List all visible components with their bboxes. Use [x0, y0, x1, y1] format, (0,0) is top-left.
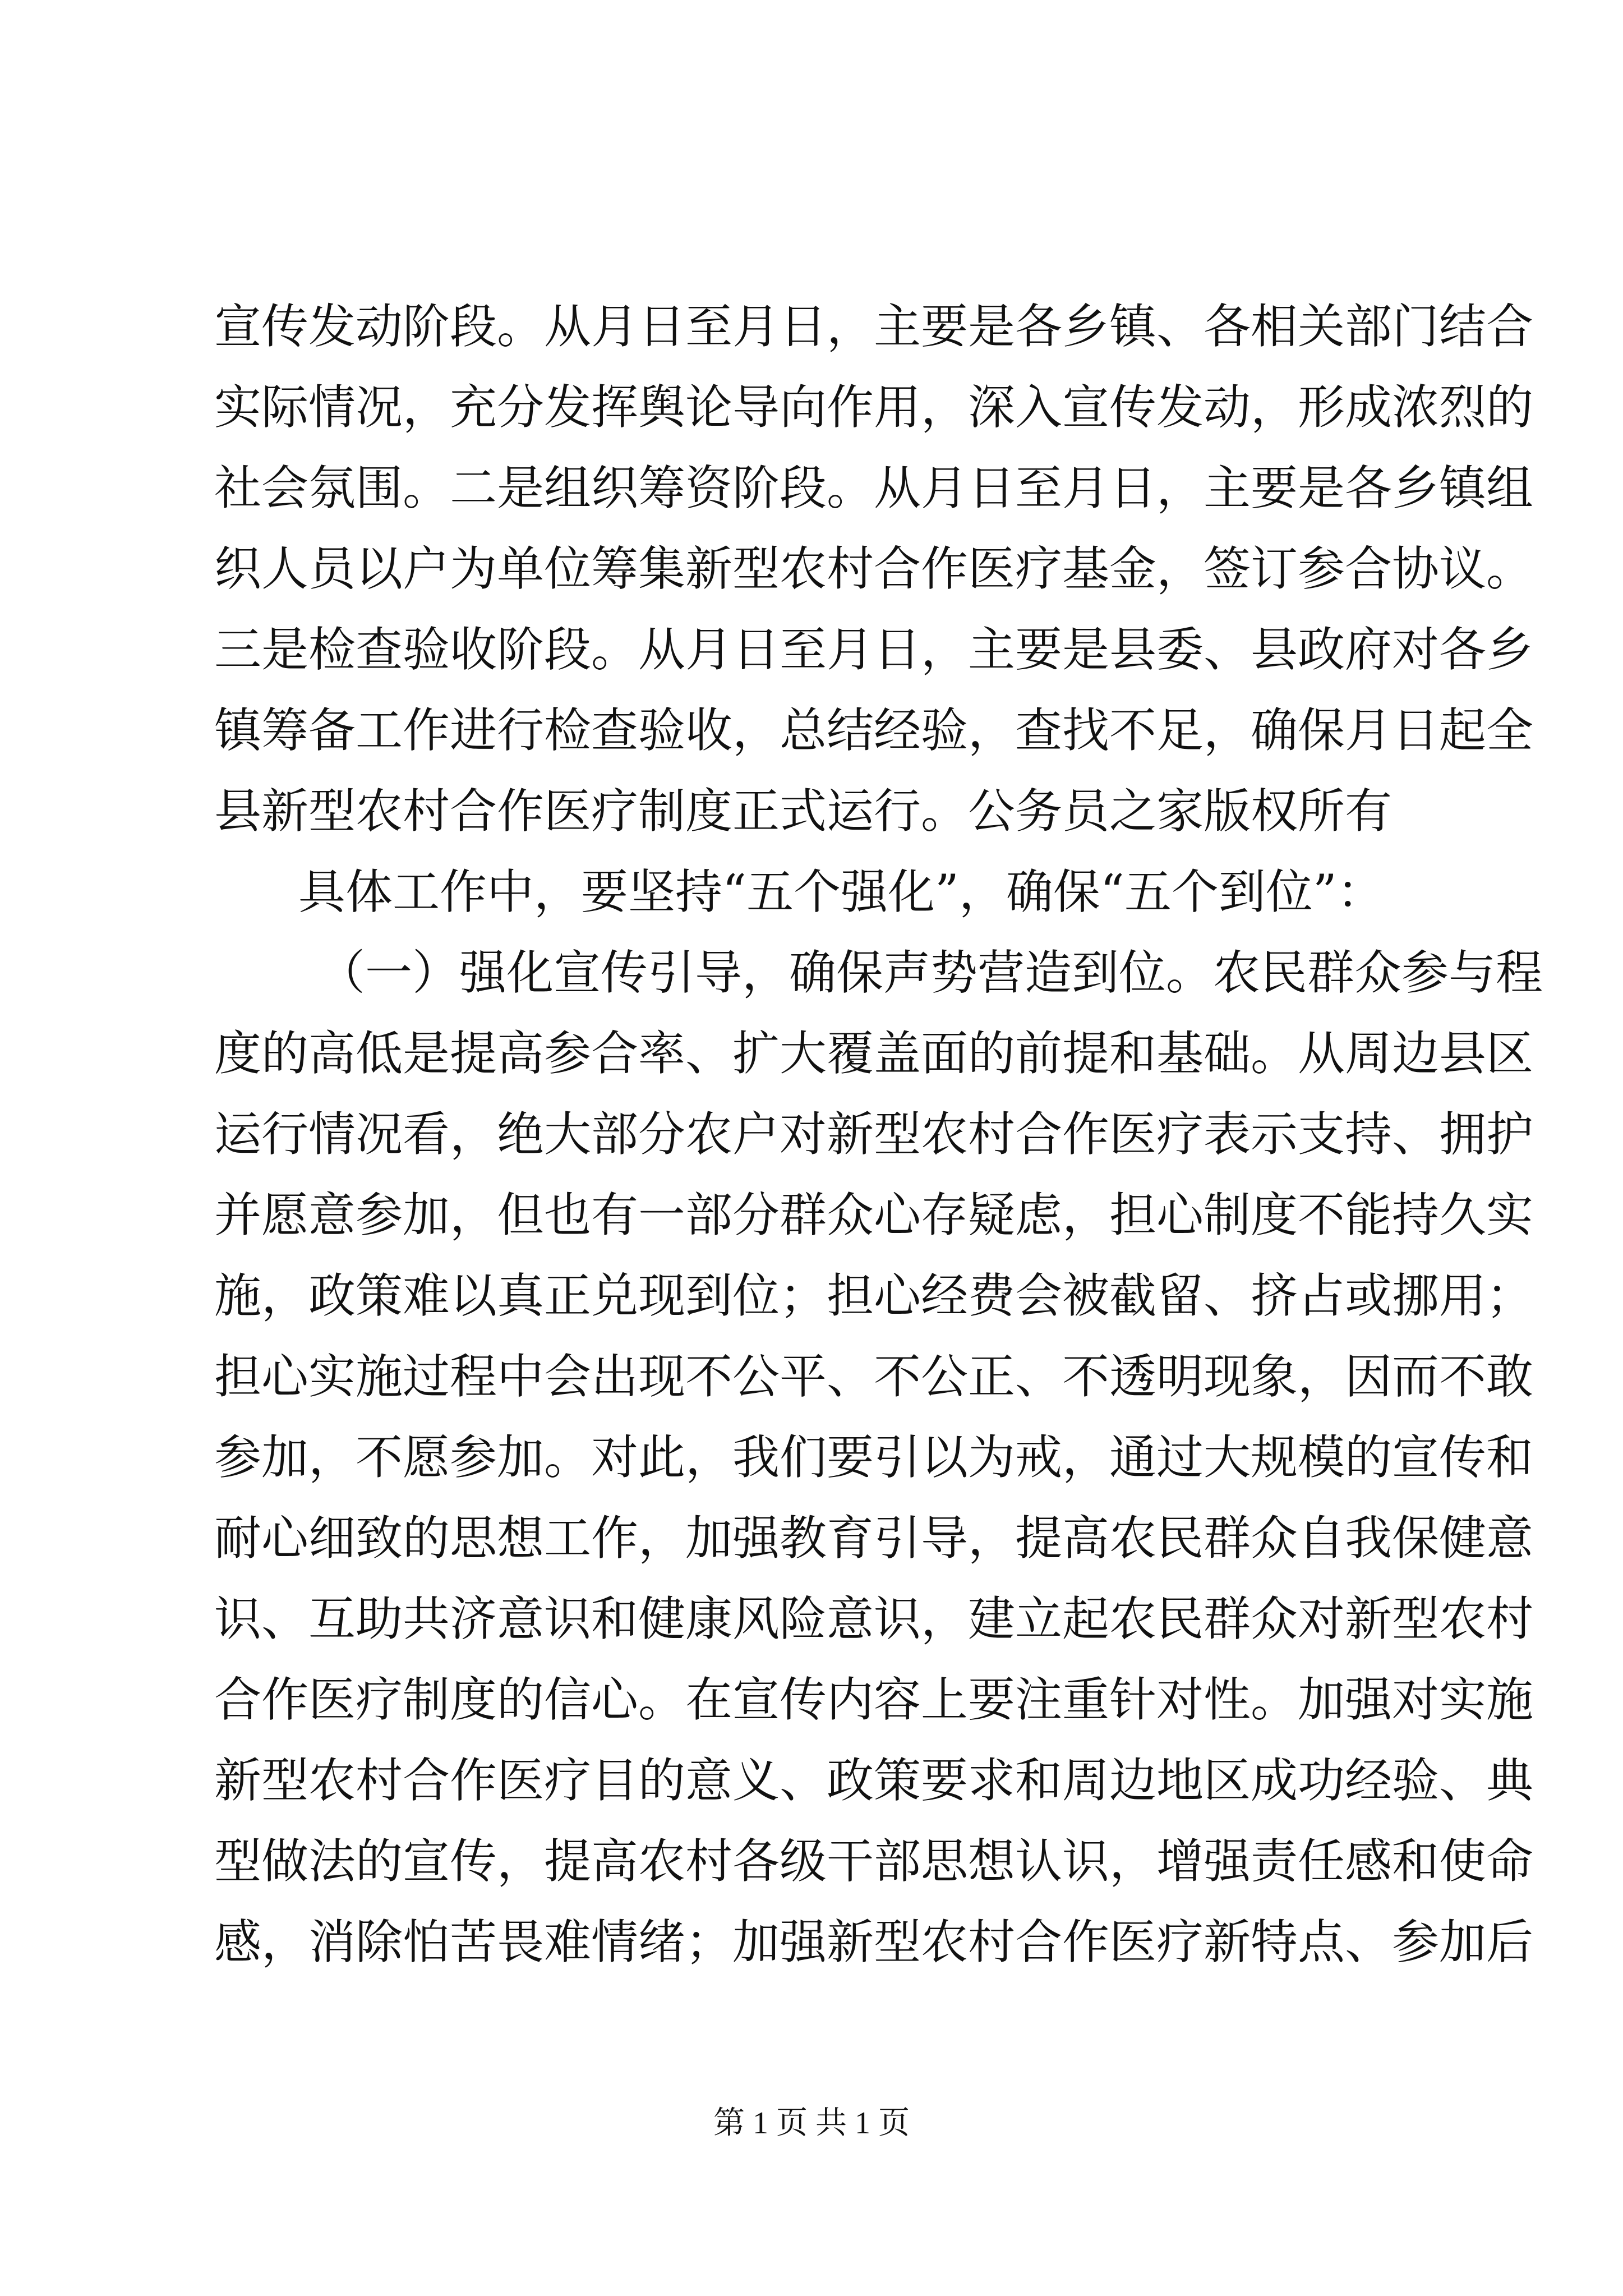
paragraph-first-line: 具体工作中，要坚持“五个强化”，确保“五个到位”：: [298, 864, 1384, 919]
text-line: 宣传发动阶段。从月日至月日，主要是各乡镇、各相关部门结合: [214, 299, 1534, 354]
text-line: 织人员以户为单位筹集新型农村合作医疗基金，签订参合协议。: [214, 541, 1534, 596]
page-number-footer: 第 1 页 共 1 页: [713, 2106, 910, 2141]
text-line: 度的高低是提高参合率、扩大覆盖面的前提和基础。从周边县区: [214, 1026, 1534, 1081]
text-line: 实际情况，充分发挥舆论导向作用，深入宣传发动，形成浓烈的: [214, 380, 1534, 435]
text-line: 施，政策难以真正兑现到位；担心经费会被截留、挤占或挪用；: [214, 1268, 1534, 1323]
text-line: 耐心细致的思想工作，加强教育引导，提高农民群众自我保健意: [214, 1511, 1534, 1566]
text-line: 三是检查验收阶段。从月日至月日，主要是县委、县政府对各乡: [214, 622, 1534, 677]
text-line: 感，消除怕苦畏难情绪；加强新型农村合作医疗新特点、参加后: [214, 1915, 1534, 1970]
text-line: 参加，不愿参加。对此，我们要引以为戒，通过大规模的宣传和: [214, 1430, 1534, 1485]
text-line: 县新型农村合作医疗制度正式运行。公务员之家版权所有: [214, 784, 1393, 839]
paragraph-first-line: （一）强化宣传引导，确保声势营造到位。农民群众参与程: [318, 945, 1543, 1000]
text-line: 型做法的宣传，提高农村各级干部思想认识，增强责任感和使命: [214, 1834, 1534, 1889]
text-line: 新型农村合作医疗目的意义、政策要求和周边地区成功经验、典: [214, 1753, 1534, 1808]
text-line: 合作医疗制度的信心。在宣传内容上要注重针对性。加强对实施: [214, 1672, 1534, 1727]
text-line: 并愿意参加，但也有一部分群众心存疑虑，担心制度不能持久实: [214, 1188, 1534, 1243]
text-line: 社会氛围。二是组织筹资阶段。从月日至月日，主要是各乡镇组: [214, 461, 1534, 516]
text-line: 镇筹备工作进行检查验收，总结经验，查找不足，确保月日起全: [214, 703, 1534, 758]
text-line: 运行情况看，绝大部分农户对新型农村合作医疗表示支持、拥护: [214, 1107, 1534, 1162]
text-line: 识、互助共济意识和健康风险意识，建立起农民群众对新型农村: [214, 1591, 1534, 1646]
text-line: 担心实施过程中会出现不公平、不公正、不透明现象，因而不敢: [214, 1349, 1534, 1404]
document-body: [214, 286, 1543, 1982]
